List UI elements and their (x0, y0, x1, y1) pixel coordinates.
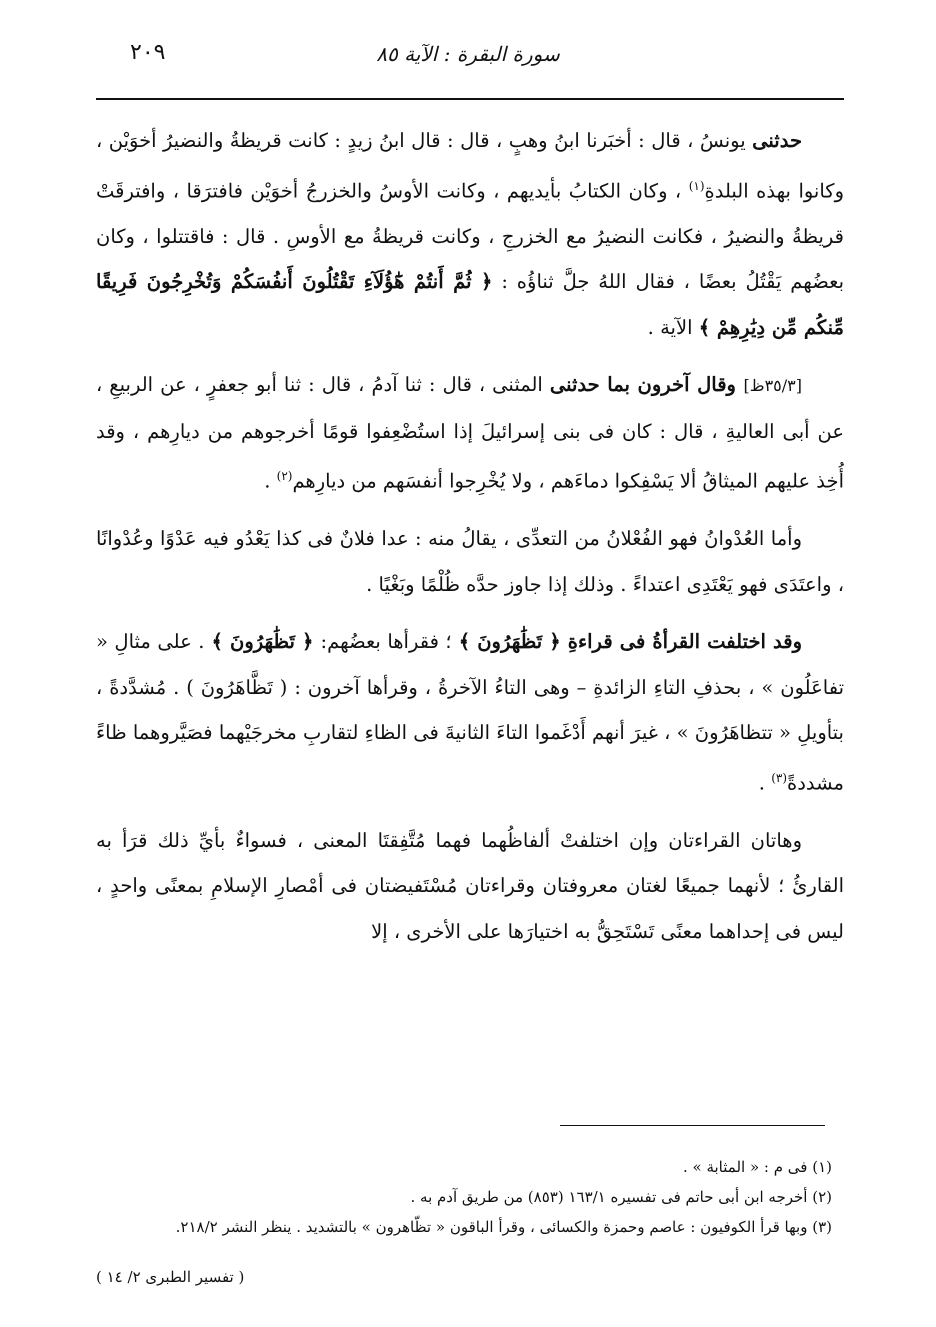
paragraph-4-tail: . (758, 771, 772, 794)
paragraph-1-text: يونسُ ، قال : أخبَرنا ابنُ وهبٍ ، قال : قال ابنُ زيدٍ : كانت قريظةُ والنضيرُ أخوَيْن ، وكانوا بهذه البلدةِ (96, 129, 844, 202)
paragraph-3 (96, 516, 844, 607)
footnote-ref-2: (٢) (276, 469, 293, 483)
footnote-ref-1: (١) (688, 178, 705, 193)
paragraph-2-text: المثنى ، قال : ثنا آدمُ ، قال : ثنا أبو جعفرٍ ، عن الربيعِ ، عن أبى العاليةِ ، قال : كان فى بنى إسرائيلَ إذا استُضْعِفوا قومًا أخرجوهم من ديارِهم ، وقد أُخِذ عليهم الميثاقُ ألا يَسْفِكوا دماءَهم ، ولا يُخْرِجوا أنفسَهم من ديارِهم (96, 373, 844, 493)
footnote-3: (٣) وبها قرأ الكوفيون : عاصم وحمزة والكسائى ، وقرأ الباقون « تظّاهرون » بالتشديد . ينظر النشر ٢١٨/٢. (175, 1218, 832, 1236)
paragraph-2-lead: وقال آخرون بما حدثنى (549, 373, 744, 396)
paragraph-5 (96, 818, 844, 955)
page-number: ٢٠٩ (130, 40, 166, 65)
header-rule (96, 98, 844, 100)
paragraph-4 (96, 619, 844, 806)
paragraph-1-lead: حدثنى (752, 129, 802, 152)
footnote-ref-3: (٣) (771, 770, 788, 785)
paragraph-4-text-2: . على مثالِ « تفاعَلُون » ، بحذفِ التاءِ الزائدةِ – وهى التاءُ الآخرةُ ، وقرأها آخرون : ( تَظَّاهَرُونَ ) . مُشدَّدةً ، بتأويلِ « تتظاهَرُونَ » ، غيرَ أنهم أَدْغَموا التاءَ الثانيةَ فى الظاءِ لتقاربِ مخرجَيْهما فصَيَّروهما ظاءً مشددةً (96, 630, 844, 794)
paragraph-5-text: وهاتان القراءتان وإن اختلفتْ ألفاظُهما فهما مُتَّفِقتَا المعنى ، فسواءٌ بأيِّ ذلك قرَأ به القارئُ ؛ لأنهما جميعًا لغتان معروفتان وقراءتان مُسْتَفيضتان فى أمْصارِ الإسلامِ بمعنًى واحدٍ ، ليس فى إحداهما معنًى تَسْتَحِقُّ به اختيارَها على الأخرى ، إلا (96, 828, 844, 943)
paragraph-1-text-2: ، وكان الكتابُ بأيديهم ، وكانت الأوسُ والخزرجُ أخوَيْن فافترَقا ، وافترقَتْ قريظةُ والنضيرُ ، فكانت النضيرُ مع الخزرجِ ، وكانت قريظةُ مع الأوسِ . قال : فاقتتلوا ، وكان بعضُهم يَقْتُلُ بعضًا ، فقال اللهُ جلَّ ثناؤُه : (96, 179, 844, 293)
quran-word-1: ﴿ تَظَٰهَرُونَ ﴾ (451, 630, 568, 653)
footnote-2: (٢) أخرجه ابن أبى حاتم فى تفسيره ١٦٣/١ (٨٥٣) من طريق آدم به . (410, 1188, 832, 1206)
running-title: سورة البقرة : الآية ٨٥ (376, 42, 560, 66)
quran-verse-1: ﴿ ثُمَّ أَنتُمْ هَٰٓؤُلَآءِ تَقْتُلُونَ أَنفُسَكُمْ وَتُخْرِجُونَ فَرِيقًا مِّنكُم مِّن دِيَٰرِهِمْ ﴾ (96, 270, 844, 339)
paragraph-2 (96, 362, 844, 504)
page-header (100, 38, 836, 82)
paragraph-1 (96, 118, 844, 350)
footnote-rule (560, 1125, 825, 1126)
volume-colophon: ( تفسير الطبرى ٢/ ١٤ ) (96, 1268, 245, 1286)
manuscript-ref: [٣٥/٣ظ] (743, 376, 802, 395)
footnote-1: (١) فى م : « المثابة » . (682, 1158, 832, 1176)
paragraph-1-tail: الآية . (647, 315, 699, 339)
paragraph-3-text: وأما العُدْوانُ فهو الفُعْلانُ من التعدِّى ، يقالُ منه : عدا فلانٌ فى كذا يَعْدُو فيه عَدْوًا وعُدْوانًا ، واعتَدَى فهو يَعْتَدِى اعتداءً . وذلك إذا جاوز حدَّه ظُلْمًا وبَغْيًا . (96, 527, 844, 596)
paragraph-2-tail: . (264, 469, 277, 493)
quran-word-2: ﴿ تَظَٰهَرُونَ ﴾ (204, 630, 321, 653)
footnotes (96, 1152, 832, 1242)
paragraph-4-lead: وقد اختلفت القرأةُ فى قراءةِ (567, 630, 802, 653)
main-text (96, 118, 844, 966)
paragraph-4-text: ؛ فقرأها بعضُهم: (320, 630, 452, 653)
